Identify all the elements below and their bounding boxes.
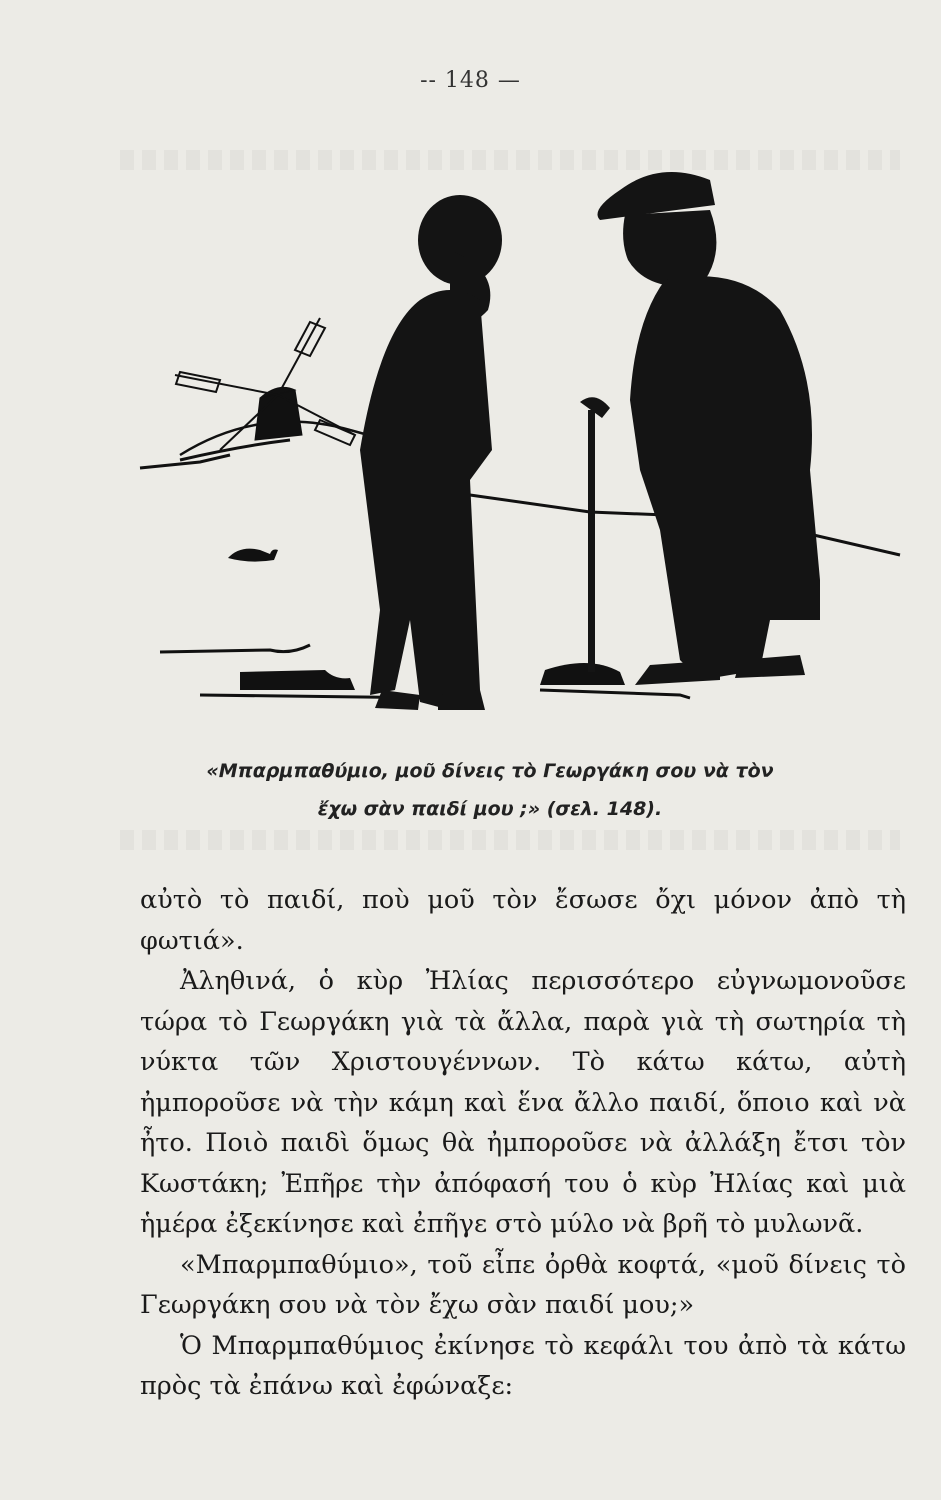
bleed-through-text <box>120 830 900 850</box>
paragraph: αὐτὸ τὸ παιδί, ποὺ μοῦ τὸν ἔσωσε ὄχι μόνον ἀπὸ τὴ φωτιά». <box>140 885 906 956</box>
page-number: -- 148 — <box>420 68 521 93</box>
bearded-man-silhouette <box>360 195 502 710</box>
body-text <box>140 880 906 1407</box>
paragraph: Ὁ Μπαρμπαθύμιος ἐκίνησε τὸ κεφάλι του ἀπὸ τὰ κάτω πρὸς τὰ ἐπάνω καὶ ἐφώναξε: <box>140 1330 906 1401</box>
caption-line-1: «Μπαρμπαθύμιο, μοῦ δίνεις τὸ Γεωργάκη σου νὰ τὸν <box>206 760 774 782</box>
silhouette-illustration <box>120 150 910 750</box>
hatted-man-silhouette <box>580 172 820 685</box>
ground-shadow <box>240 670 355 690</box>
paragraph: Ἀληθινά, ὁ κὺρ Ἠλίας περισσότερο εὐγνωμονοῦσε τώρα τὸ Γεωργάκη γιὰ τὰ ἄλλα, παρὰ γιὰ τὴ σωτηρία τὴ νύκτα τῶν Χριστουγέννων. Τὸ κάτω κάτω, αὐτὴ ἠμποροῦσε νὰ τὴν κάμη καὶ ἕνα ἄλλο παιδί, ὅποιο καὶ νὰ ἦτο. Ποιὸ παιδὶ ὅμως θὰ ἠμποροῦσε νὰ ἀλλάξη ἔτσι τὸν Κωστάκη; Ἐπῆρε τὴν ἀπόφασή του ὁ κὺρ Ἠλίας καὶ μιὰ ἡμέρα ἐξεκίνησε καὶ ἐπῆγε στὸ μύλο νὰ βρῆ τὸ μυλωνᾶ. <box>140 966 906 1239</box>
windmill <box>175 318 355 450</box>
ground-shadow <box>540 663 625 685</box>
illustration-caption <box>120 752 860 828</box>
small-animal <box>228 549 278 562</box>
paragraph: «Μπαρμπαθύμιο», τοῦ εἶπε ὀρθὰ κοφτά, «μοῦ δίνεις τὸ Γεωργάκη σου νὰ τὸν ἔχω σὰν παιδί μου;» <box>140 1249 906 1320</box>
caption-line-2: ἔχω σὰν παιδί μου ;» (σελ. 148). <box>317 798 663 820</box>
